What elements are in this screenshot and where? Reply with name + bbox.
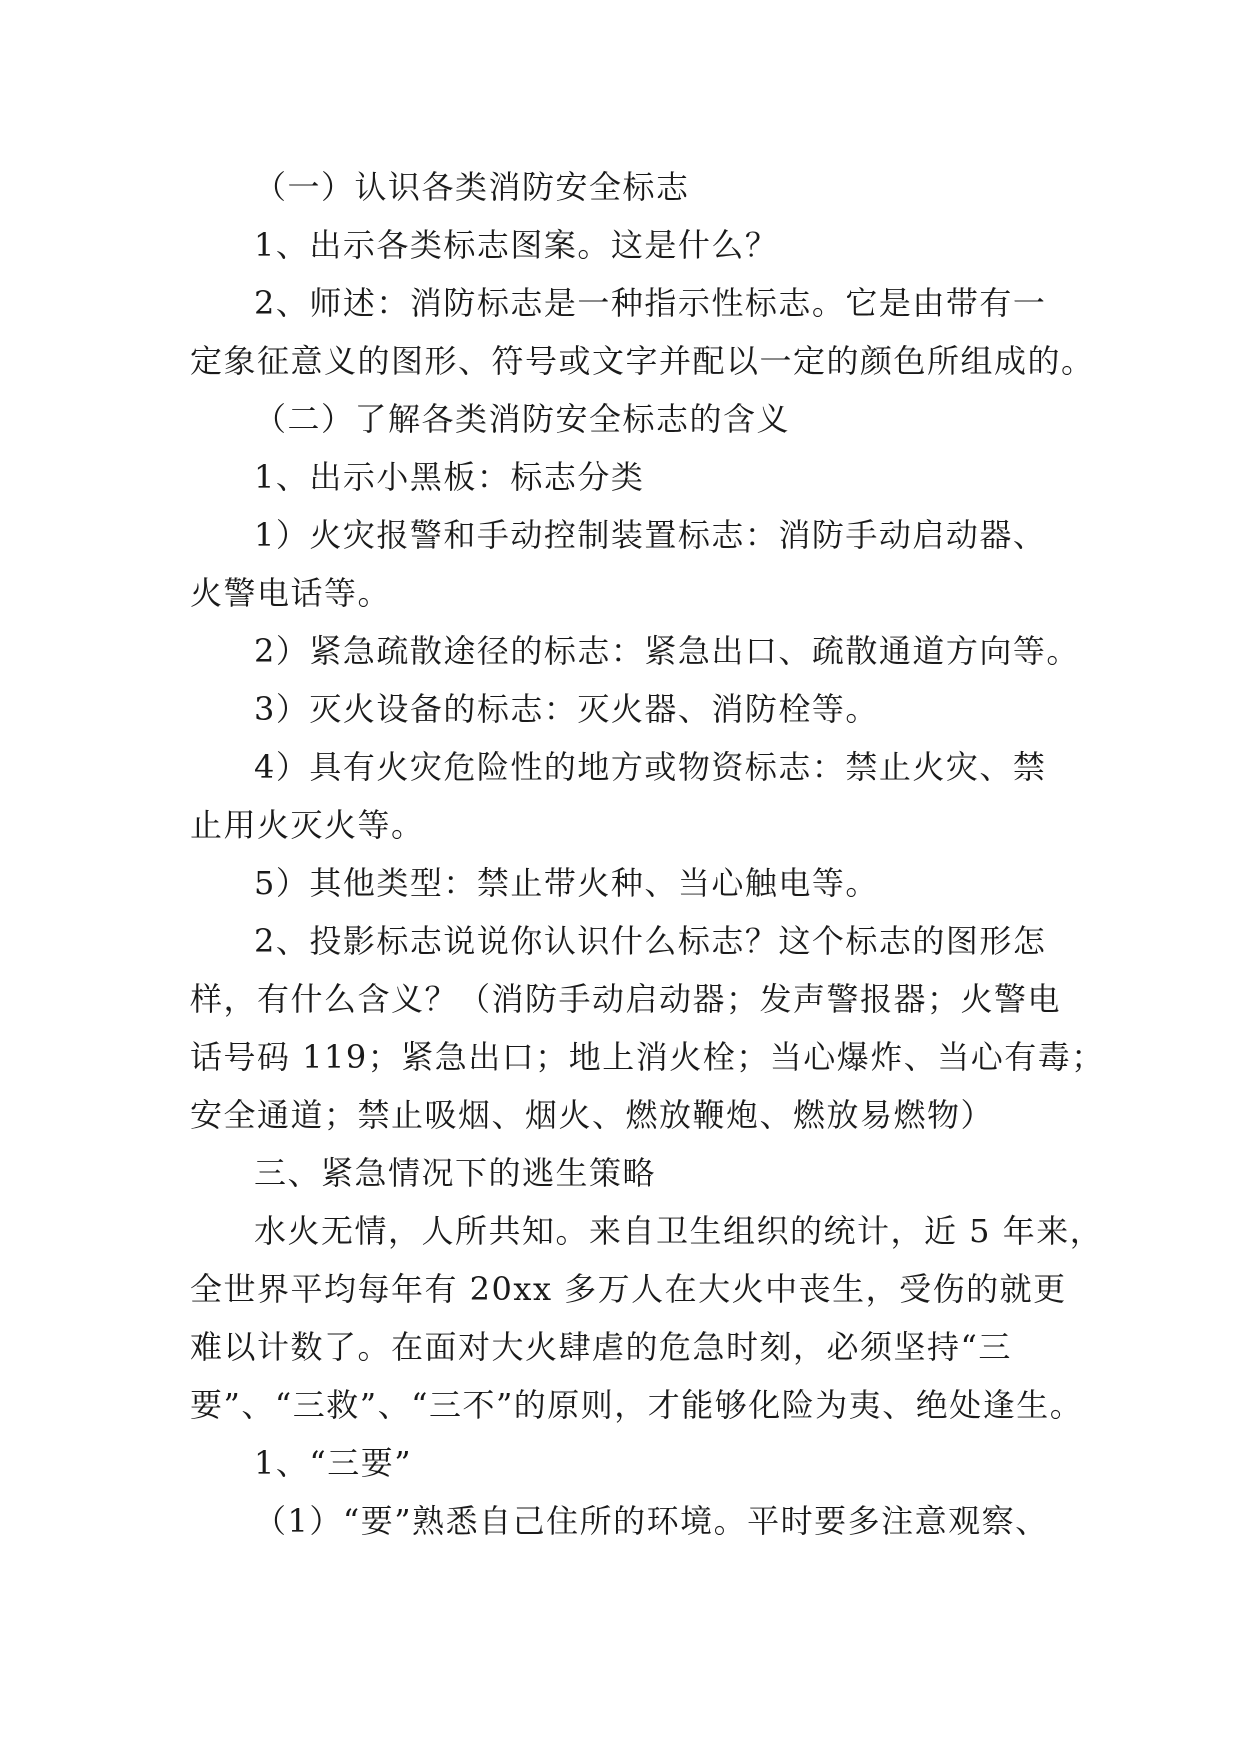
paragraph-line: 话号码 119；紧急出口；地上消火栓；当心爆炸、当心有毒； (190, 1038, 1105, 1076)
paragraph-line: 样，有什么含义？（消防手动启动器；发声警报器；火警电 (190, 980, 1062, 1018)
paragraph-line: 定象征意义的图形、符号或文字并配以一定的颜色所组成的。 (190, 342, 1095, 380)
list-item-line: 火警电话等。 (190, 574, 392, 612)
list-item-line: 5）其他类型：禁止带火种、当心触电等。 (254, 864, 879, 902)
list-item-line: 1）火灾报警和手动控制装置标志：消防手动启动器、 (254, 516, 1047, 554)
list-item-line: 4）具有火灾危险性的地方或物资标志：禁止火灾、禁 (254, 748, 1047, 786)
heading-section-3: 三、紧急情况下的逃生策略 (254, 1154, 657, 1192)
paragraph-line: 1、出示小黑板：标志分类 (254, 458, 645, 496)
subheading-line: 1、“三要” (254, 1444, 413, 1482)
paragraph-line: 全世界平均每年有 20xx 多万人在大火中丧生，受伤的就更 (190, 1270, 1067, 1308)
paragraph-line: 2、师述：消防标志是一种指示性标志。它是由带有一 (254, 284, 1047, 322)
paragraph-line: 要”、“三救”、“三不”的原则，才能够化险为夷、绝处逢生。 (190, 1386, 1084, 1424)
list-item-line: 止用火灭火等。 (190, 806, 425, 844)
paragraph-line: （1）“要”熟悉自己住所的环境。平时要多注意观察、 (254, 1502, 1049, 1540)
list-item-line: 2）紧急疏散途径的标志：紧急出口、疏散通道方向等。 (254, 632, 1080, 670)
heading-section-2: （二）了解各类消防安全标志的含义 (254, 400, 791, 438)
heading-section-1: （一）认识各类消防安全标志 (254, 168, 690, 206)
paragraph-line: 安全通道；禁止吸烟、烟火、燃放鞭炮、燃放易燃物） (190, 1096, 995, 1134)
list-item-line: 3）灭火设备的标志：灭火器、消防栓等。 (254, 690, 879, 728)
document-body (190, 158, 1105, 1550)
paragraph-line: 难以计数了。在面对大火肆虐的危急时刻，必须坚持“三 (190, 1328, 1012, 1366)
paragraph-line: 水火无情，人所共知。来自卫生组织的统计，近 5 年来， (254, 1212, 1104, 1250)
paragraph-line: 1、出示各类标志图案。这是什么？ (254, 226, 779, 264)
paragraph-line: 2、投影标志说说你认识什么标志？这个标志的图形怎 (254, 922, 1047, 960)
